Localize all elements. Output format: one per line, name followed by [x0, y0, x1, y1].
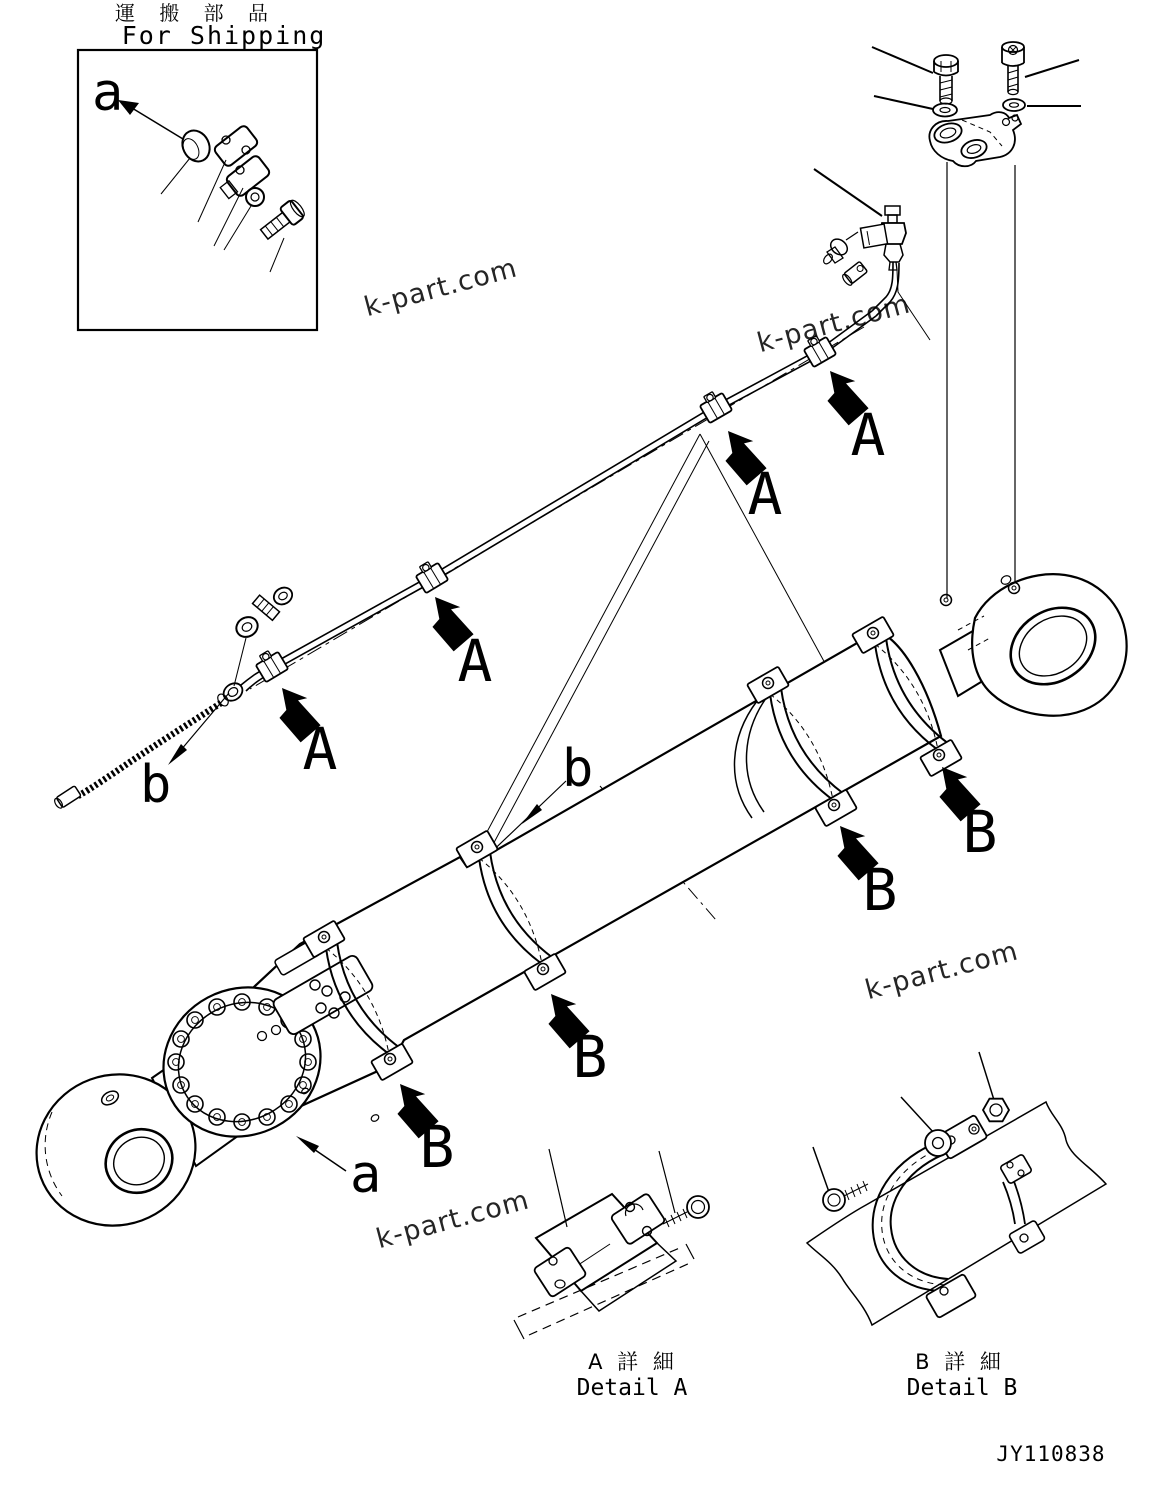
detail-a-bolt — [663, 1196, 709, 1227]
watermark-1: k-part.com — [360, 252, 521, 324]
watermark-2: k-part.com — [753, 288, 914, 360]
detail-b-title-en: Detail B — [906, 1375, 1018, 1401]
clamp-arrow-label-A-3: A — [747, 460, 783, 528]
detail-b-washer — [925, 1130, 951, 1156]
elbow-fitting — [822, 232, 858, 265]
clamp-arrow-label-A-2: A — [457, 627, 493, 695]
detail-a-view — [514, 1149, 709, 1339]
detail-b-nut — [983, 1099, 1009, 1122]
detail-b-bolt — [823, 1181, 868, 1211]
label-b-pipe: b — [562, 739, 594, 799]
label-a-shipping: a — [92, 63, 124, 123]
clamp-arrow-label-A-1: A — [302, 715, 338, 783]
label-a-cylinder: a — [350, 1145, 382, 1205]
watermark-4: k-part.com — [372, 1184, 533, 1256]
socket-bolt — [1002, 42, 1024, 95]
detail-a-title-jp: A 詳 細 — [588, 1350, 678, 1374]
shipping-cap-part — [161, 126, 215, 194]
band-arrow-label-B-3: B — [862, 856, 898, 924]
band-arrow-label-B-4: B — [962, 798, 998, 866]
washer-1 — [933, 104, 957, 117]
detail-b-title-jp: B 詳 細 — [915, 1350, 1005, 1374]
hex-bolt — [934, 55, 958, 104]
arrowhead-a-cylinder — [296, 1136, 319, 1153]
label-b-hose: b — [140, 755, 172, 815]
plug-fitting — [841, 261, 868, 286]
pipe-clamp-3 — [413, 558, 449, 594]
band-arrow-label-B-1: B — [419, 1113, 455, 1181]
shipping-bolt — [257, 197, 307, 272]
arrowhead-b-pipe — [522, 804, 542, 824]
pipe-bolt — [253, 584, 296, 620]
pipe-clamp-2 — [697, 388, 733, 424]
detail-a-title-en: Detail A — [576, 1375, 688, 1401]
pipe-clamp-4 — [253, 647, 289, 683]
pipe-mounting-plate — [929, 112, 1021, 166]
watermark-3: k-part.com — [861, 935, 1022, 1007]
band-arrow-label-B-2: B — [572, 1023, 608, 1091]
washer-2 — [1003, 99, 1025, 111]
shipping-title-jp: 運 搬 部 品 — [114, 1, 278, 25]
shipping-title-en: For Shipping — [121, 21, 327, 50]
detail-b-view — [807, 1052, 1106, 1325]
clamp-arrow-label-A-4: A — [850, 401, 886, 469]
pipe-washer — [233, 613, 262, 686]
drawing-number: JY110838 — [996, 1442, 1106, 1466]
